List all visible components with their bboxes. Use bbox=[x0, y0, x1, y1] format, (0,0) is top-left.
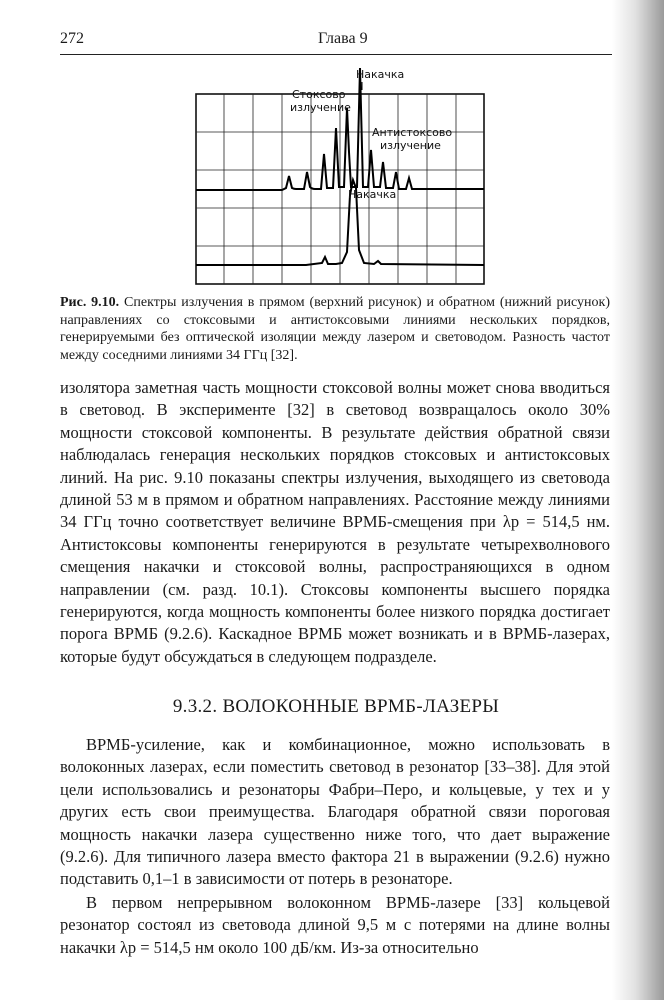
paragraph-3: В первом непрерывном волоконном ВРМБ-лазере [33] кольцевой резонатор состоял из световода длиной 9,5 м с потерями на длине волны накачки λp = 514,5 нм около 100 дБ/км. Из-за относительно bbox=[60, 893, 610, 957]
running-head bbox=[60, 30, 608, 52]
caption-label: Рис. 9.10. bbox=[60, 295, 120, 310]
header-rule bbox=[60, 54, 612, 55]
spectra-plot bbox=[186, 68, 496, 288]
figure-caption bbox=[60, 294, 610, 364]
label-pump-top: Накачка bbox=[356, 68, 405, 81]
paragraph-1: изолятора заметная часть мощности стоксовой волны может снова вводиться в световод. В эксперименте [32] в световод возвращалось около 30% мощности стоксовой компоненты. В результате действия обратной связи наблюдалась генерация нескольких порядков стоксовых и антистоксовых линий. На рис. 9.10 показаны спектры излучения, выходящего из световода длиной 53 м в прямом и обратном направлениях. Расстояние между линиями 34 ГГц точно соответствует величине ВРМБ-смещения при λp = 514,5 нм. Антистоксовы компоненты генерируются в результате четырехволнового смещения накачки и стоксовой волны, распространяющихся в одном направлении (см. разд. 10.1). Стоксовы компоненты высшего порядка генерируются, когда мощность компоненты более низкого порядка достигает порога ВРМБ (9.2.6). Каскадное ВРМБ может возникать и в ВРМБ-лазерах, которые будут обсуждаться в следующем подразделе. bbox=[60, 378, 610, 666]
page-number: 272 bbox=[60, 30, 84, 47]
label-antistokes-1: Антистоксово bbox=[372, 126, 453, 139]
label-antistokes-2: излучение bbox=[380, 139, 441, 152]
section-heading: 9.3.2. ВОЛОКОННЫЕ ВРМБ-ЛАЗЕРЫ bbox=[172, 696, 500, 717]
label-stokes-1: Стоксово bbox=[292, 88, 346, 101]
figure-spectra bbox=[186, 68, 496, 288]
chapter-title: Глава 9 bbox=[318, 30, 368, 47]
label-pump-bottom: Накачка bbox=[348, 188, 397, 201]
paragraph-2: ВРМБ-усиление, как и комбинационное, можно использовать в волоконных лазерах, если поместить световод в резонатор [33–38]. Для этой цели использовались и резонаторы Фабри–Перо, и кольцевые, у тех и у других есть свои преимущества. Благодаря обратной связи пороговая мощность накачки лазера существенно ниже того, что дает выражение (9.2.6). Для типичного лазера вместо фактора 21 в выражении (9.2.6) нужно подставить 0,1–1 в зависимости от потерь в резонаторе. bbox=[60, 735, 610, 889]
label-stokes-2: излучение bbox=[290, 101, 351, 114]
page-edge-shadow bbox=[612, 0, 664, 1000]
caption-text: Спектры излучения в прямом (верхний рисунок) и обратном (нижний рисунок) направлениях со стоксовыми и антистоксовыми линиями нескольких порядков, генерируемыми без оптической изоляции между лазером и световодом. Разность частот между соседними линиями 34 ГГц [32]. bbox=[60, 295, 610, 363]
